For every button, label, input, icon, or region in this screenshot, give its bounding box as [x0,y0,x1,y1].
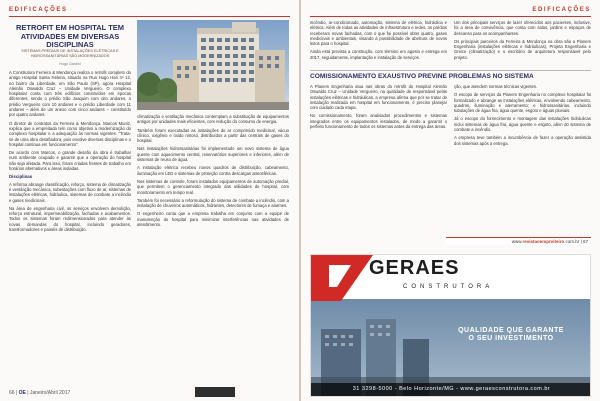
paragraph: A Construtora Ferreira & Mendonça realiza o retrofit completo do antigo Hospital Santa Helena, situado na Rua Hugo Hari nº 12, no bairro da Liberdade, em São Paulo (SP), agora Hospital Alemão Oswaldo Cruz – Unidade Vergueiro. O complexo hospitalar conta com três edifícios construídos em épocas diferentes, sendo o prédio São Joaquim com oito andares, o prédio Vergueiro com 10 andares e o prédio Liberdade com 11 andares – além de um anexo com cinco andares – constituído por quatro andares. [9,70,131,118]
paragraph: Na área de engenharia civil, os serviços envolvem demolição, reforço estrutural, impermeabilização, fachadas e acabamentos. Todos os sistemas foram redimensionados para atender às novas demandas do hospital, incluindo geradores, transformadores e painéis de distribuição. [9,205,131,233]
paragraph: Também foram executadas as instalações de ar comprimido medicinal, vácuo clínico, oxigênio e óxido nitroso, distribuídos a partir das centrais de gases do hospital. [137,127,289,144]
article-headline: RETROFIT EM HOSPITAL TEM ATIVIDADES EM DIVERSAS DISCIPLINAS [15,23,125,49]
url-suffix: .com.br [564,239,580,244]
right-page [301,0,600,401]
sponsor-logo [195,387,235,397]
paragraph: Ainda está prevista a construção, com término em agosto e entrega em 2017, seguidamente, implantação e instalação de serviços. [310,49,447,60]
ad-brand: GERAES [369,257,460,279]
magazine-title: OE [18,390,26,396]
paragraph: A reforma abrange classificação, reforço, sistema de climatização e ventilação mecânica, subestações com fluxo de ar, sistemas de instalações elétricas, hidráulica, sistemas de combate a incêndio e gases medicinais. [9,181,131,203]
paragraph: A Planem Engenharia atua nas obras do retrofit do Hospital Alemão Oswaldo Cruz – Unidade Vergueiro, na qualidade de responsável pelas instalações elétricas e hidráulicas, a empresa afirma que por se tratar de instalação realizada em hospital em funcionamento, é preciso planejar com cuidado cada etapa. [310,84,447,111]
section-label: EDIFICAÇÕES [532,7,591,13]
left-page [0,0,299,401]
website-footer: www.revistaoempreiteiro.com.br | 67 [446,237,591,245]
geraes-logo-mark [311,255,373,317]
left-column-2 [137,114,289,386]
right-column-1 [310,84,447,234]
article-byline: Hugo Gardini [59,62,81,66]
right-top-column-1 [310,20,447,68]
paragraph: Já o escopo do fornecimento e montagem das instalações hidráulicas inclui sistemas de água fria, água quente e esgoto, além do sistema de combate a incêndio. [454,116,591,133]
paragraph: O escopo de serviços da Planem Engenharia no complexo hospitalar foi formalizado e abrange as instalações elétricas, envolvendo cabeamento, quadros, iluminação e aterramento; e hidrossanitárias, incluindo tubulações de água fria, água quente, esgoto e águas pluviais. [454,92,591,114]
paragraph: Um dos principais serviços de lazer oferecidos aos pacientes, inclusive, foi a área de convivência, que conta com salas, jardins e espaços de descanso para os acompanhantes. [454,20,591,36]
right-column-2 [454,84,591,234]
divider [310,70,591,71]
url-prefix: www. [511,239,523,244]
paragraph: incêndio, ar-condicionado, automação, sistema de elétrica, hidráulica e elétrica. Além de todas as atividades de infraestrutura e redes, os prédios receberam novas fachadas, com o que foi possível obter quatro, gases medicinais e ambientais, visando à possibilidade de abertura de novos leitos para o hospital. [310,20,447,47]
ad-contact: 31 3298-5000 - Belo Horizonte/MG - www.geraesconstrutora.com.br [311,383,591,396]
page-number: 67 [582,239,588,244]
right-top-column-2 [454,20,591,68]
paragraph: Os principais parceiros da Ferreira & Mendonça na obra são a Planem Engenharia (instalações elétricas e hidráulicas), Projeta Engenharia e Greice (climatização) e o escritório de arquitetura responsável pelo projeto. [454,38,591,60]
geraes-advertisement [310,254,591,397]
paragraph: ção, que atendem normas técnicas vigentes. [454,84,538,89]
paragraph: Também foi necessário a reformulação do sistema de combate a incêndio, com a instalação de chuveiros automáticos, hidrantes, detectores de fumaça e alarmes. [137,197,289,209]
paragraph: No comissionamento, foram analisados procedimentos e sistemas integrados entre os equipamentos instalados, de modo a garantir o perfeito funcionamento de todos os sistemas antes da entrega das áreas. [310,113,447,130]
ad-brand-sub: CONSTRUTORA [403,284,494,290]
article-subtitle: SISTEMAS PREDIAIS DE INSTALAÇÕES ELÉTRICAS E HIDROSSANITÁRIAS SÃO MODERNIZADOS [21,49,119,58]
paragraph: O diretor de contratos da Ferreira & Mendonça, Marcos Muniz, explica que a empreitada tem como objetivo a modernização do complexo hospitalar e a adequação às normas vigentes. "Trata-se de uma obra desafiadora, pois envolve diversas disciplinas e o hospital continua em funcionamento". [9,120,131,147]
section-rule [310,16,591,17]
paragraph: O engenheiro conta que a empresa trabalha em conjunto com a equipe de manutenção do hospital para minimizar interferências nas atividades de atendimento. [137,211,289,228]
issue-date: Janeiro/Abril 2017 [29,390,71,396]
hospital-building-photo [137,20,289,110]
paragraph: A empresa teve também a incumbência de fazer a operação assistida dos sistemas após a entrega. [454,135,591,146]
subheading: Disciplinas [9,174,33,180]
paragraph: Nos sistemas de controle, foram instalados equipamentos de automação predial, que permitem o gerenciamento integrado das utilidades do hospital, com monitoramento em tempo real. [137,178,289,195]
ad-tagline-line-1: QUALIDADE QUE GARANTE [458,327,564,334]
left-column-1 [9,70,131,386]
paragraph: De acordo com Marcos, o grande desafio da obra é trabalhar num ambiente ocupado e garantir que a operação do hospital não seja afetada. Para isso, foram criadas frentes de trabalho em horários alternativos e áreas isoladas. [9,150,131,172]
ad-tagline [441,327,581,343]
paragraph: Nas instalações hidrossanitárias foi implementado um novo sistema de água quente com aquecimento central, reservatórios superiores e inferiores, além de sistemas de reuso de água. [137,146,289,163]
section-label: EDIFICAÇÕES [9,7,68,13]
ad-tagline-line-2: O SEU INVESTIMENTO [468,335,554,342]
paragraph: climatização e ventilação mecânica contemplam a substituição de equipamentos antigos por unidades mais eficientes, com redução do consumo de energia. [137,114,289,125]
section-rule [9,16,290,17]
section-title: COMISSIONAMENTO EXAUSTIVO PREVINE PROBLEMAS NO SISTEMA [310,73,534,80]
page-number: 66 [9,390,15,396]
paragraph: A instalação elétrica recebeu novos quadros de distribuição, cabeamento, iluminação em LED e sistemas de proteção contra descargas atmosféricas. [137,165,289,176]
page-footer: 66 | OE | Janeiro/Abril 2017 [9,390,71,396]
url-main: revistaoempreiteiro [522,239,565,244]
